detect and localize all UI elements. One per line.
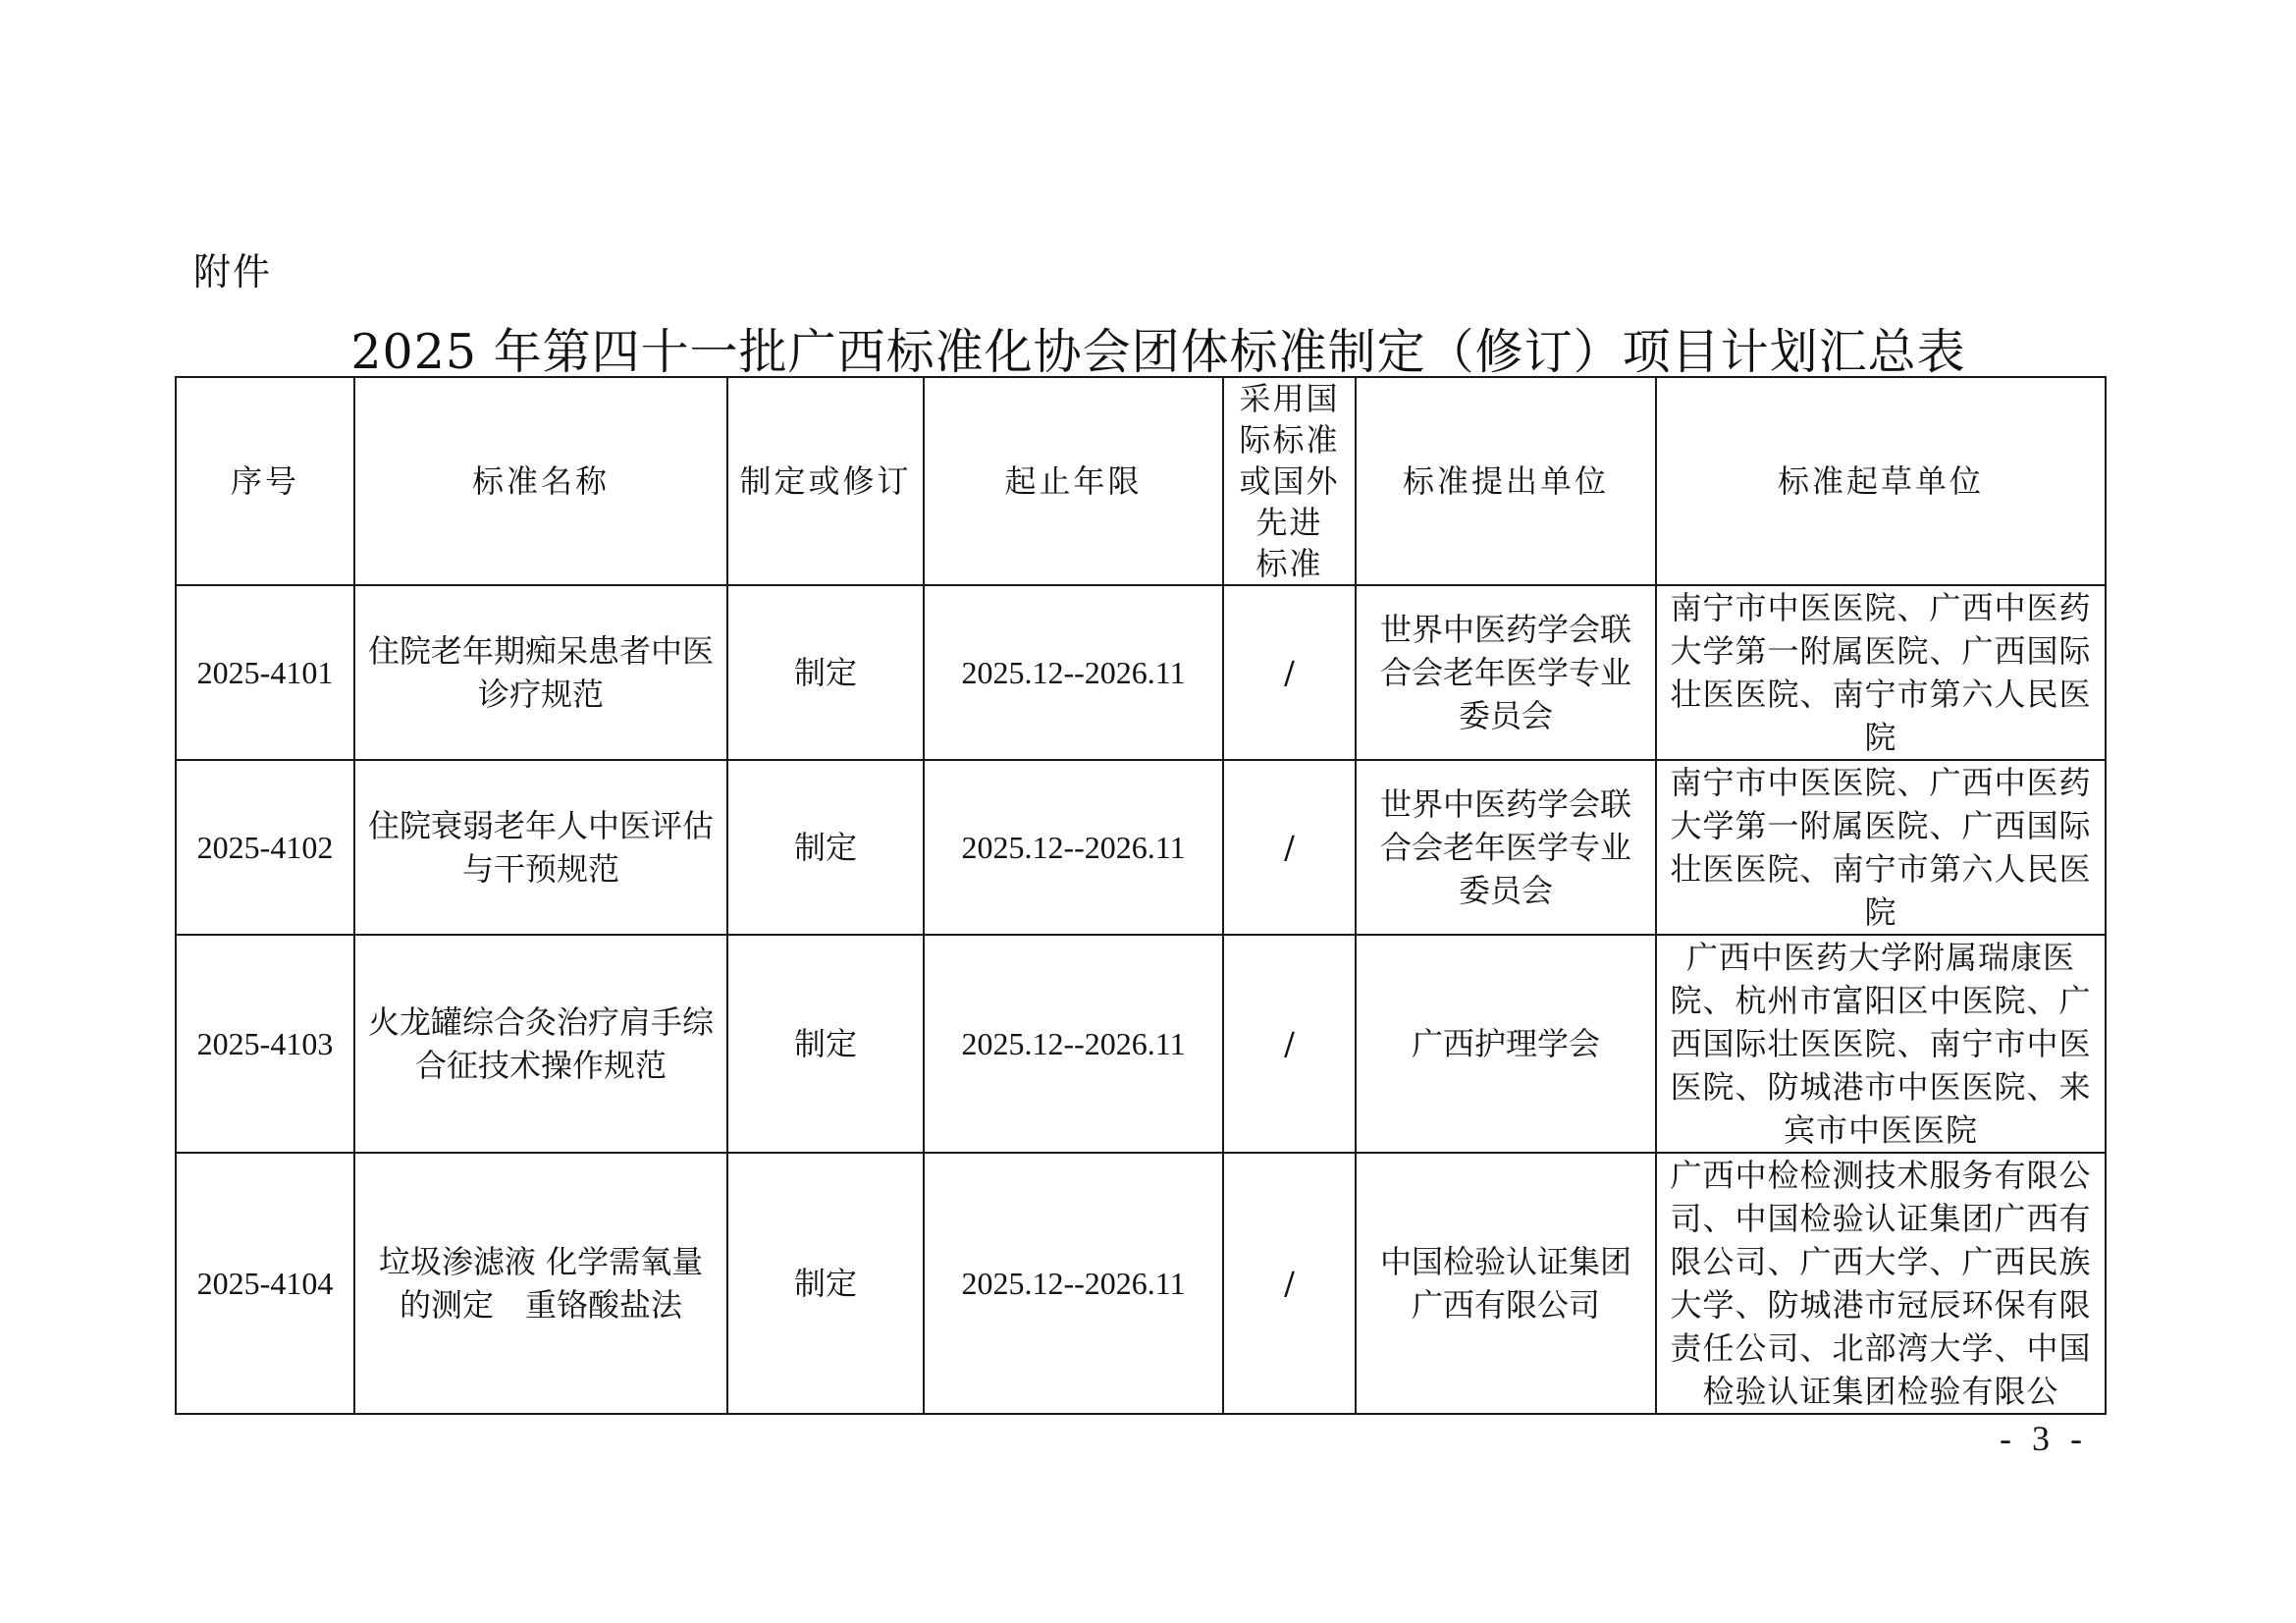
table-header-row — [176, 377, 2106, 585]
table-row — [176, 935, 2106, 1153]
attachment-label: 附件 — [193, 250, 273, 294]
cell-type: 制定 — [727, 1153, 924, 1414]
header-drafter: 标准起草单位 — [1656, 377, 2106, 585]
header-type: 制定或修订 — [727, 377, 924, 585]
cell-proposer: 世界中医药学会联合会老年医学专业委员会 — [1356, 760, 1656, 935]
cell-name: 垃圾渗滤液 化学需氧量的测定 重铬酸盐法 — [354, 1153, 727, 1414]
cell-adopt: / — [1223, 585, 1356, 760]
cell-drafter: 广西中检检测技术服务有限公司、中国检验认证集团广西有限公司、广西大学、广西民族大学、防城港市冠辰环保有限责任公司、北部湾大学、中国检验认证集团检验有限公 — [1656, 1153, 2106, 1414]
header-adopt — [1223, 377, 1356, 585]
header-name: 标准名称 — [354, 377, 727, 585]
cell-seq: 2025-4103 — [176, 935, 354, 1153]
cell-drafter: 南宁市中医医院、广西中医药大学第一附属医院、广西国际壮医医院、南宁市第六人民医院 — [1656, 760, 2106, 935]
cell-proposer: 世界中医药学会联合会老年医学专业委员会 — [1356, 585, 1656, 760]
table-row — [176, 760, 2106, 935]
cell-proposer: 广西护理学会 — [1356, 935, 1656, 1153]
cell-adopt: / — [1223, 760, 1356, 935]
cell-name: 住院老年期痴呆患者中医诊疗规范 — [354, 585, 727, 760]
cell-drafter: 南宁市中医医院、广西中医药大学第一附属医院、广西国际壮医医院、南宁市第六人民医院 — [1656, 585, 2106, 760]
cell-type: 制定 — [727, 585, 924, 760]
header-period: 起止年限 — [924, 377, 1223, 585]
cell-name: 火龙罐综合灸治疗肩手综合征技术操作规范 — [354, 935, 727, 1153]
cell-seq: 2025-4101 — [176, 585, 354, 760]
cell-seq: 2025-4102 — [176, 760, 354, 935]
cell-type: 制定 — [727, 760, 924, 935]
cell-drafter: 广西中医药大学附属瑞康医院、杭州市富阳区中医院、广西国际壮医医院、南宁市中医医院、防城港市中医医院、来宾市中医医院 — [1656, 935, 2106, 1153]
cell-period: 2025.12--2026.11 — [924, 585, 1223, 760]
cell-period: 2025.12--2026.11 — [924, 935, 1223, 1153]
header-adopt-line: 或国外 — [1239, 462, 1340, 500]
header-proposer: 标准提出单位 — [1356, 377, 1656, 585]
header-seq: 序号 — [176, 377, 354, 585]
header-adopt-line: 先进 — [1255, 504, 1323, 541]
cell-name: 住院衰弱老年人中医评估与干预规范 — [354, 760, 727, 935]
header-adopt-line: 采用国 — [1239, 380, 1340, 417]
document-title: 2025 年第四十一批广西标准化协会团体标准制定（修订）项目计划汇总表 — [350, 324, 1966, 380]
cell-adopt: / — [1223, 935, 1356, 1153]
table-row — [176, 1153, 2106, 1414]
standards-plan-table — [175, 376, 2107, 1415]
cell-seq: 2025-4104 — [176, 1153, 354, 1414]
header-adopt-line: 标准 — [1255, 545, 1323, 582]
cell-period: 2025.12--2026.11 — [924, 1153, 1223, 1414]
table-row — [176, 585, 2106, 760]
cell-type: 制定 — [727, 935, 924, 1153]
cell-adopt: / — [1223, 1153, 1356, 1414]
cell-period: 2025.12--2026.11 — [924, 760, 1223, 935]
header-adopt-line: 际标准 — [1239, 421, 1340, 459]
cell-proposer: 中国检验认证集团广西有限公司 — [1356, 1153, 1656, 1414]
page-number: - 3 - — [2000, 1419, 2088, 1458]
